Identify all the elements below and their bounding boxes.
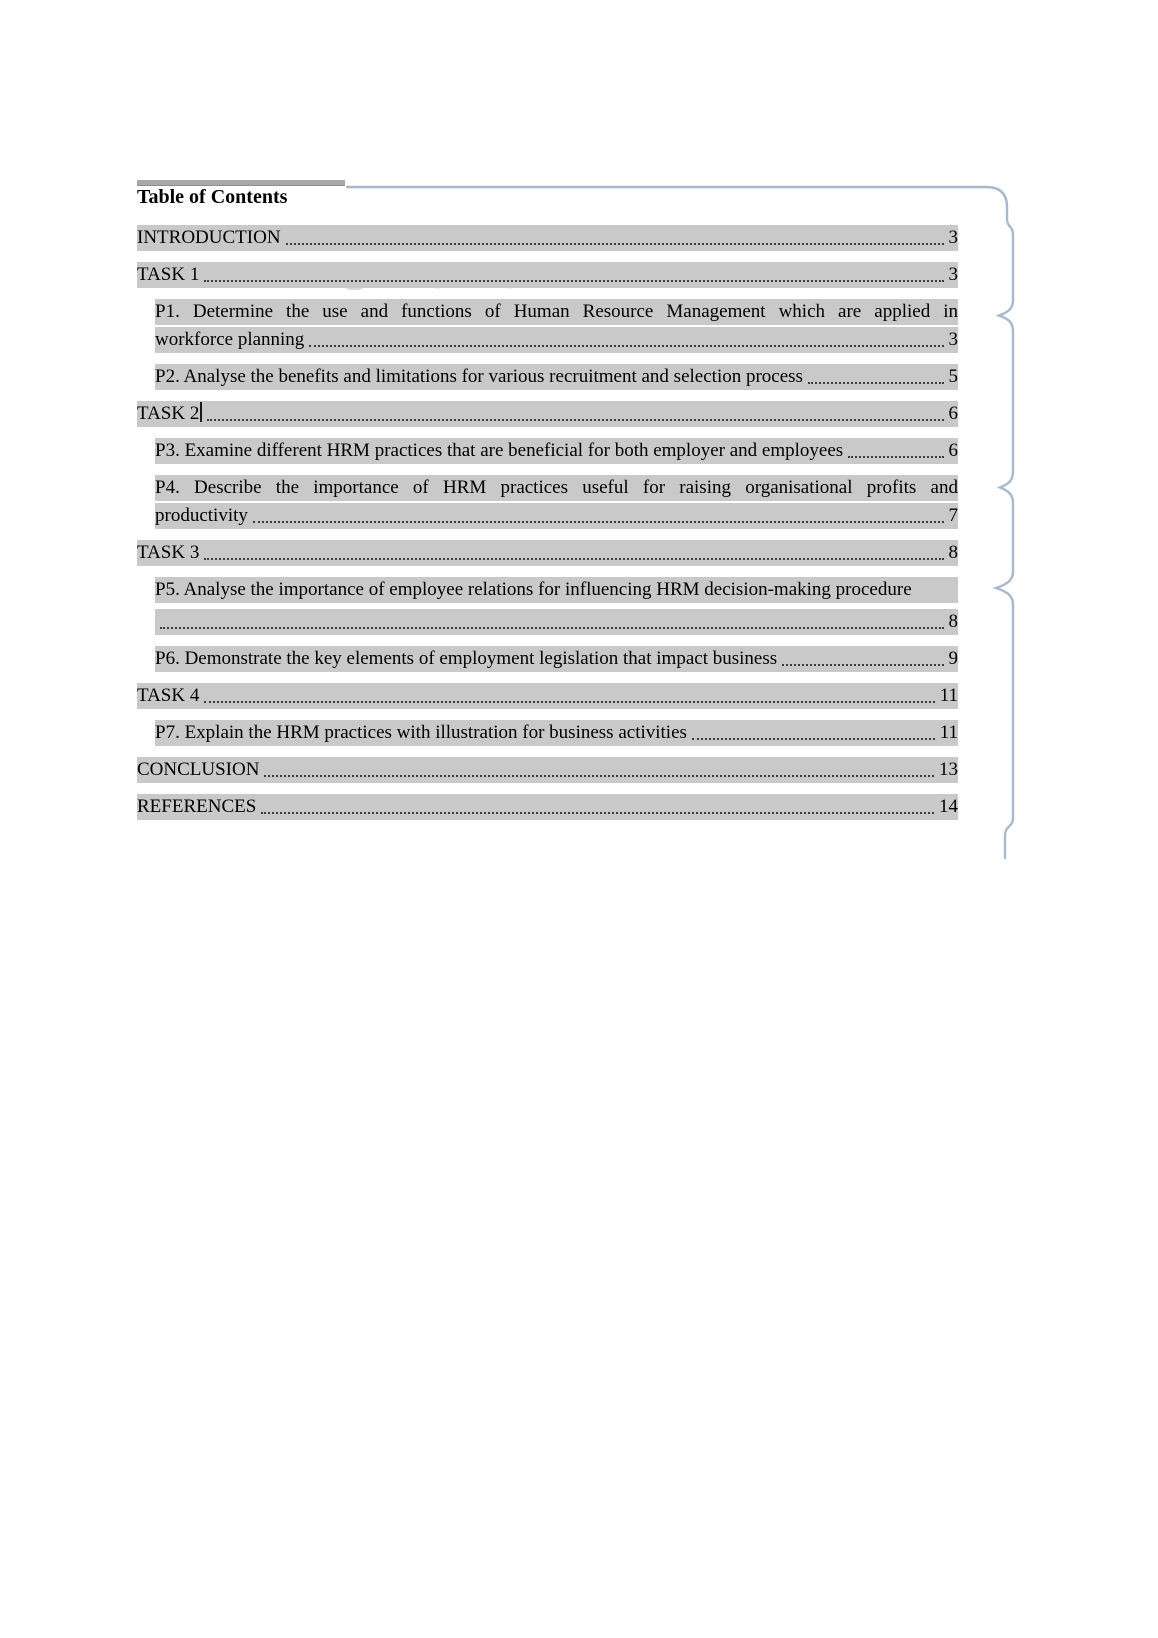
page-number: 11: [939, 685, 958, 706]
toc-entry-label: TASK 4: [137, 685, 200, 706]
toc-entry-label: P3. Examine different HRM practices that are beneficial for both employer and employees: [155, 440, 844, 461]
page-number: 8: [948, 611, 958, 632]
toc-entry-wrap-label: productivity: [155, 505, 248, 526]
dot-leader: [261, 812, 934, 814]
toc-entry-label: P4. Describe the importance of HRM practices useful for raising organisational profits and: [155, 475, 958, 501]
toc-entry-task-4[interactable]: [137, 683, 958, 709]
toc-entry-task-2[interactable]: [137, 401, 958, 427]
dot-leader: [309, 345, 943, 347]
toc-entry-task-3[interactable]: [137, 540, 958, 566]
dot-leader: [782, 664, 943, 666]
toc-entry-task-1[interactable]: [137, 262, 958, 288]
toc-entry-label: P5. Analyse the importance of employee relations for influencing HRM decision-making procedure: [155, 577, 958, 603]
dot-leader: [160, 627, 944, 629]
dot-leader: [204, 558, 943, 560]
dot-leader: [207, 419, 943, 421]
toc-entry-label: TASK 2: [137, 403, 200, 424]
dot-leader: [204, 280, 943, 282]
table-of-contents: [137, 184, 958, 831]
toc-entry-label: P1. Determine the use and functions of Human Resource Management which are applied in: [155, 299, 958, 325]
page-number: 13: [939, 759, 958, 780]
toc-entry-label: P7. Explain the HRM practices with illustration for business activities: [155, 722, 687, 743]
toc-entry-conclusion[interactable]: [137, 757, 958, 783]
page-number: 14: [939, 796, 958, 817]
toc-entry-p5[interactable]: [155, 577, 958, 635]
page-number: 7: [948, 505, 958, 526]
dot-leader: [264, 775, 934, 777]
page-number: 5: [948, 366, 958, 387]
toc-entry-p4[interactable]: [155, 475, 958, 529]
toc-entry-p7[interactable]: [155, 720, 958, 746]
toc-entry-p6[interactable]: [155, 646, 958, 672]
dot-leader: [253, 521, 944, 523]
toc-entry-wrap-label: workforce planning: [155, 329, 305, 350]
dot-leader: [848, 456, 943, 458]
dot-leader: [204, 701, 934, 703]
dot-leader: [286, 243, 944, 245]
toc-entry-label: TASK 1: [137, 264, 200, 285]
page-number: 8: [948, 542, 958, 563]
text-cursor: [200, 402, 202, 422]
page-number: 3: [948, 264, 958, 285]
toc-entry-label: TASK 3: [137, 542, 200, 563]
page-number: 3: [948, 329, 958, 350]
page-number: 11: [939, 722, 958, 743]
dot-leader: [692, 738, 935, 740]
toc-entry-references[interactable]: [137, 794, 958, 820]
page-number: 3: [948, 227, 958, 248]
page-number: 6: [948, 440, 958, 461]
dot-leader: [808, 382, 944, 384]
toc-entry-label: REFERENCES: [137, 796, 257, 817]
toc-entry-p1[interactable]: [155, 299, 958, 353]
toc-entry-label: P2. Analyse the benefits and limitations for various recruitment and selection process: [155, 366, 803, 387]
page-number: 6: [948, 403, 958, 424]
toc-entry-label: INTRODUCTION: [137, 227, 281, 248]
toc-entry-label: P6. Demonstrate the key elements of employment legislation that impact business: [155, 648, 778, 669]
toc-entry-p2[interactable]: [155, 364, 958, 390]
toc-title: Table of Contents: [137, 186, 288, 208]
toc-entry-p3[interactable]: [155, 438, 958, 464]
toc-entry-introduction[interactable]: [137, 225, 958, 251]
toc-entry-label: CONCLUSION: [137, 759, 260, 780]
page-number: 9: [948, 648, 958, 669]
